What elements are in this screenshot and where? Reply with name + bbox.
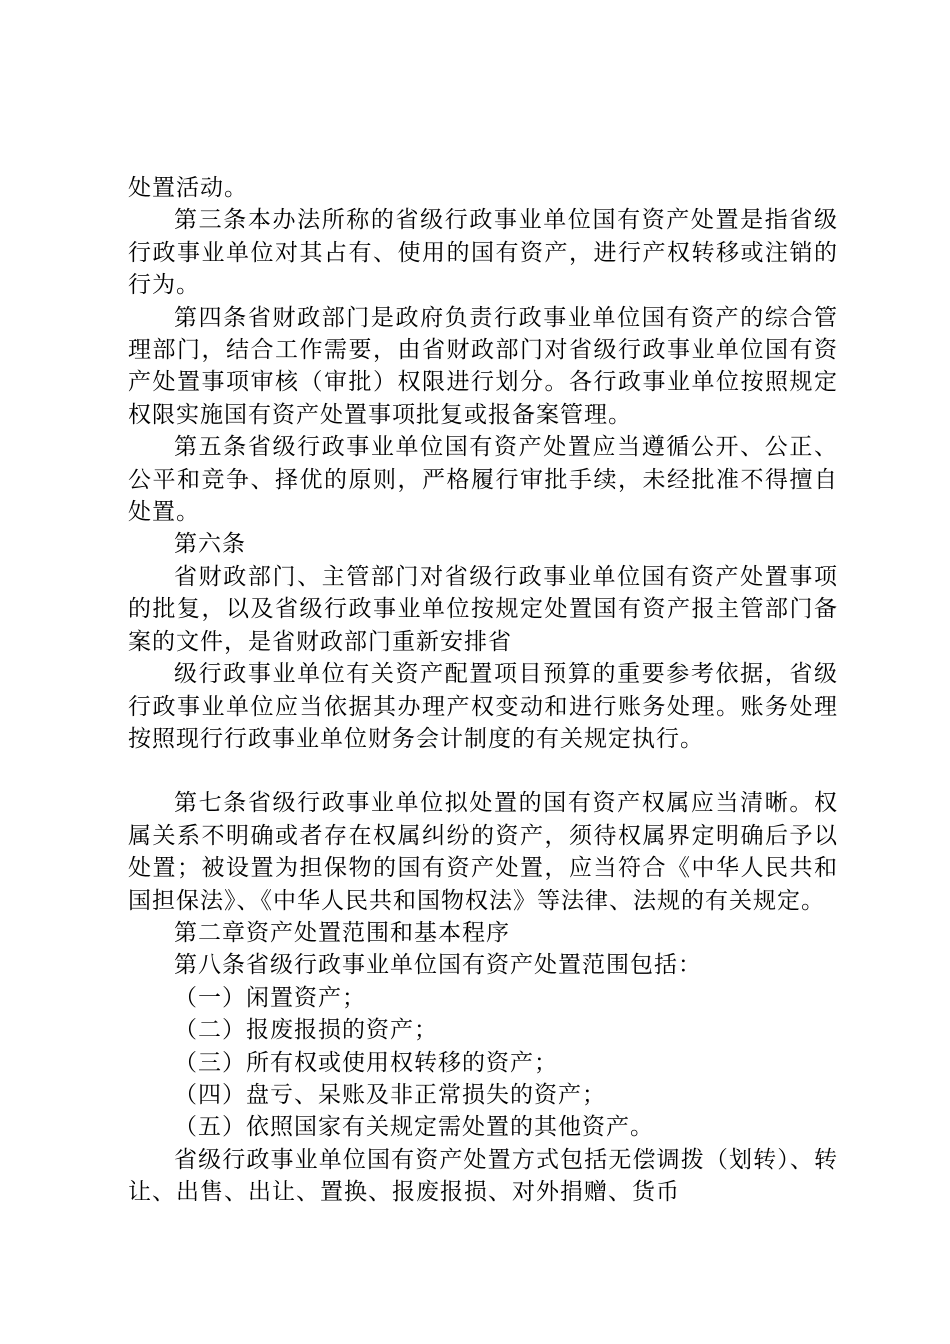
paragraph-continuation: 处置活动。 <box>128 175 248 201</box>
paragraph-article-3: 第三条本办法所称的省级行政事业单位国有资产处置是指省级行政事业单位对其占有、使用的国有资产，进行产权转移或注销的行为。 <box>128 207 838 299</box>
paragraph-article-6-heading: 第六条 <box>174 531 246 558</box>
paragraph-article-4: 第四条省财政部门是政府负责行政事业单位国有资产的综合管理部门，结合工作需要，由省财政部门对省级行政事业单位国有资产处置事项审核（审批）权限进行划分。各行政事业单位按照规定权限实施国有资产处置事项批复或报备案管理。 <box>128 304 838 428</box>
paragraph-article-5: 第五条省级行政事业单位国有资产处置应当遵循公开、公正、公平和竞争、择优的原则，严格履行审批手续，未经批准不得擅自处置。 <box>128 434 838 526</box>
list-item-3: （三）所有权或使用权转移的资产； <box>174 1049 558 1076</box>
paragraph-article-7: 第七条省级行政事业单位拟处置的国有资产权属应当清晰。权属关系不明确或者存在权属纠纷的资产，须待权属界定明确后予以处置；被设置为担保物的国有资产处置，应当符合《中华人民共和国担保法》、《中华人民共和国物权法》等法律、法规的有关规定。 <box>128 790 838 914</box>
document-body <box>128 172 838 1209</box>
paragraph-disposal-methods: 省级行政事业单位国有资产处置方式包括无偿调拨（划转）、转让、出售、出让、置换、报废报损、对外捐赠、货币 <box>128 1146 838 1206</box>
list-item-4: （四）盘亏、呆账及非正常损失的资产； <box>174 1081 606 1108</box>
list-item-5: （五）依照国家有关规定需处置的其他资产。 <box>174 1114 654 1141</box>
list-item-1: （一）闲置资产； <box>174 984 366 1011</box>
list-item-2: （二）报废报损的资产； <box>174 1017 438 1044</box>
paragraph-article-6-body: 省财政部门、主管部门对省级行政事业单位国有资产处置事项的批复，以及省级行政事业单位按规定处置国有资产报主管部门备案的文件，是省财政部门重新安排省 <box>128 563 838 655</box>
chapter-heading: 第二章资产处置范围和基本程序 <box>174 919 510 946</box>
paragraph-article-6-continued: 级行政事业单位有关资产配置项目预算的重要参考依据，省级行政事业单位应当依据其办理产权变动和进行账务处理。账务处理按照现行行政事业单位财务会计制度的有关规定执行。 <box>128 661 838 752</box>
paragraph-article-8: 第八条省级行政事业单位国有资产处置范围包括： <box>174 952 702 979</box>
